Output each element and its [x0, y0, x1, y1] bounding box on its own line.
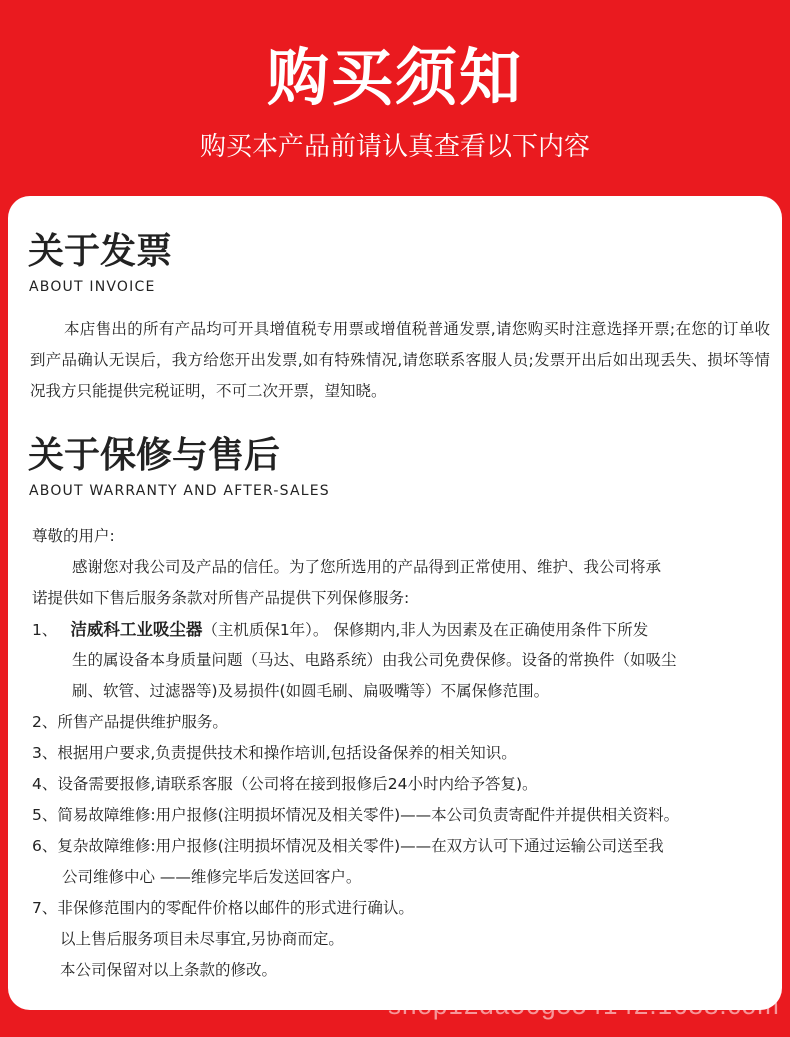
warranty-section-subtitle: ABOUT WARRANTY AND AFTER-SALES	[29, 483, 330, 499]
list-item-1-line-3: 刷、软管、过滤器等)及易损件(如圆毛刷、扁吸嘴等）不属保修范围。	[72, 682, 550, 700]
content-card	[8, 196, 782, 1010]
closing-line-2: 本公司保留对以上条款的修改。	[60, 961, 278, 979]
invoice-section-subtitle: ABOUT INVOICE	[29, 279, 156, 295]
warranty-section-title: 关于保修与售后	[28, 435, 281, 476]
shop-url-watermark: shop12da56g554142.1688.com	[388, 990, 780, 1020]
invoice-section-title: 关于发票	[28, 231, 173, 272]
list-item-6-line-1: 6、复杂故障维修:用户报修(注明损坏情况及相关零件)——在双方认可下通过运输公司送至我	[32, 837, 664, 855]
product-name: 洁威科工业吸尘器	[70, 620, 203, 639]
list-item-5: 5、简易故障维修:用户报修(注明损坏情况及相关零件)——本公司负责寄配件并提供相关资料。	[32, 806, 680, 824]
list-item-6-line-2: 公司维修中心 ——维修完毕后发送回客户。	[62, 868, 362, 886]
header-banner	[0, 0, 790, 195]
list-item-1-text: （主机质保1年）。 保修期内,非人为因素及在正确使用条件下所发	[202, 621, 649, 639]
intro-line-2: 诺提供如下售后服务条款对所售产品提供下列保修服务:	[32, 589, 410, 607]
list-item-4: 4、设备需要报修,请联系客服（公司将在接到报修后24小时内给予答复)。	[32, 775, 538, 793]
list-item-1-number: 1、	[32, 621, 58, 639]
list-item-2: 2、所售产品提供维护服务。	[32, 713, 228, 731]
page-subtitle: 购买本产品前请认真查看以下内容	[199, 132, 590, 162]
invoice-paragraph: 本店售出的所有产品均可开具增值税专用票或增值税普通发票,请您购买时注意选择开票;在您的订单收到产品确认无误后，我方给您开出发票,如有特殊情况,请您联系客服人员;发票开出后如出现丢失、损坏等情况我方只能提供完税证明，不可二次开票，望知晓。	[30, 320, 770, 400]
intro-line-1: 感谢您对我公司及产品的信任。为了您所选用的产品得到正常使用、维护、我公司将承	[72, 558, 662, 576]
list-item-7: 7、非保修范围内的零配件价格以邮件的形式进行确认。	[32, 899, 414, 917]
greeting: 尊敬的用户:	[32, 527, 115, 545]
page-title: 购买须知	[266, 41, 523, 114]
list-item-1-first-line	[32, 614, 648, 646]
list-item-1-line-2: 生的属设备本身质量问题（马达、电路系统）由我公司免费保修。设备的常换件（如吸尘	[72, 651, 677, 669]
list-item-3: 3、根据用户要求,负责提供技术和操作培训,包括设备保养的相关知识。	[32, 744, 517, 762]
closing-line-1: 以上售后服务项目未尽事宜,另协商而定。	[60, 930, 344, 948]
